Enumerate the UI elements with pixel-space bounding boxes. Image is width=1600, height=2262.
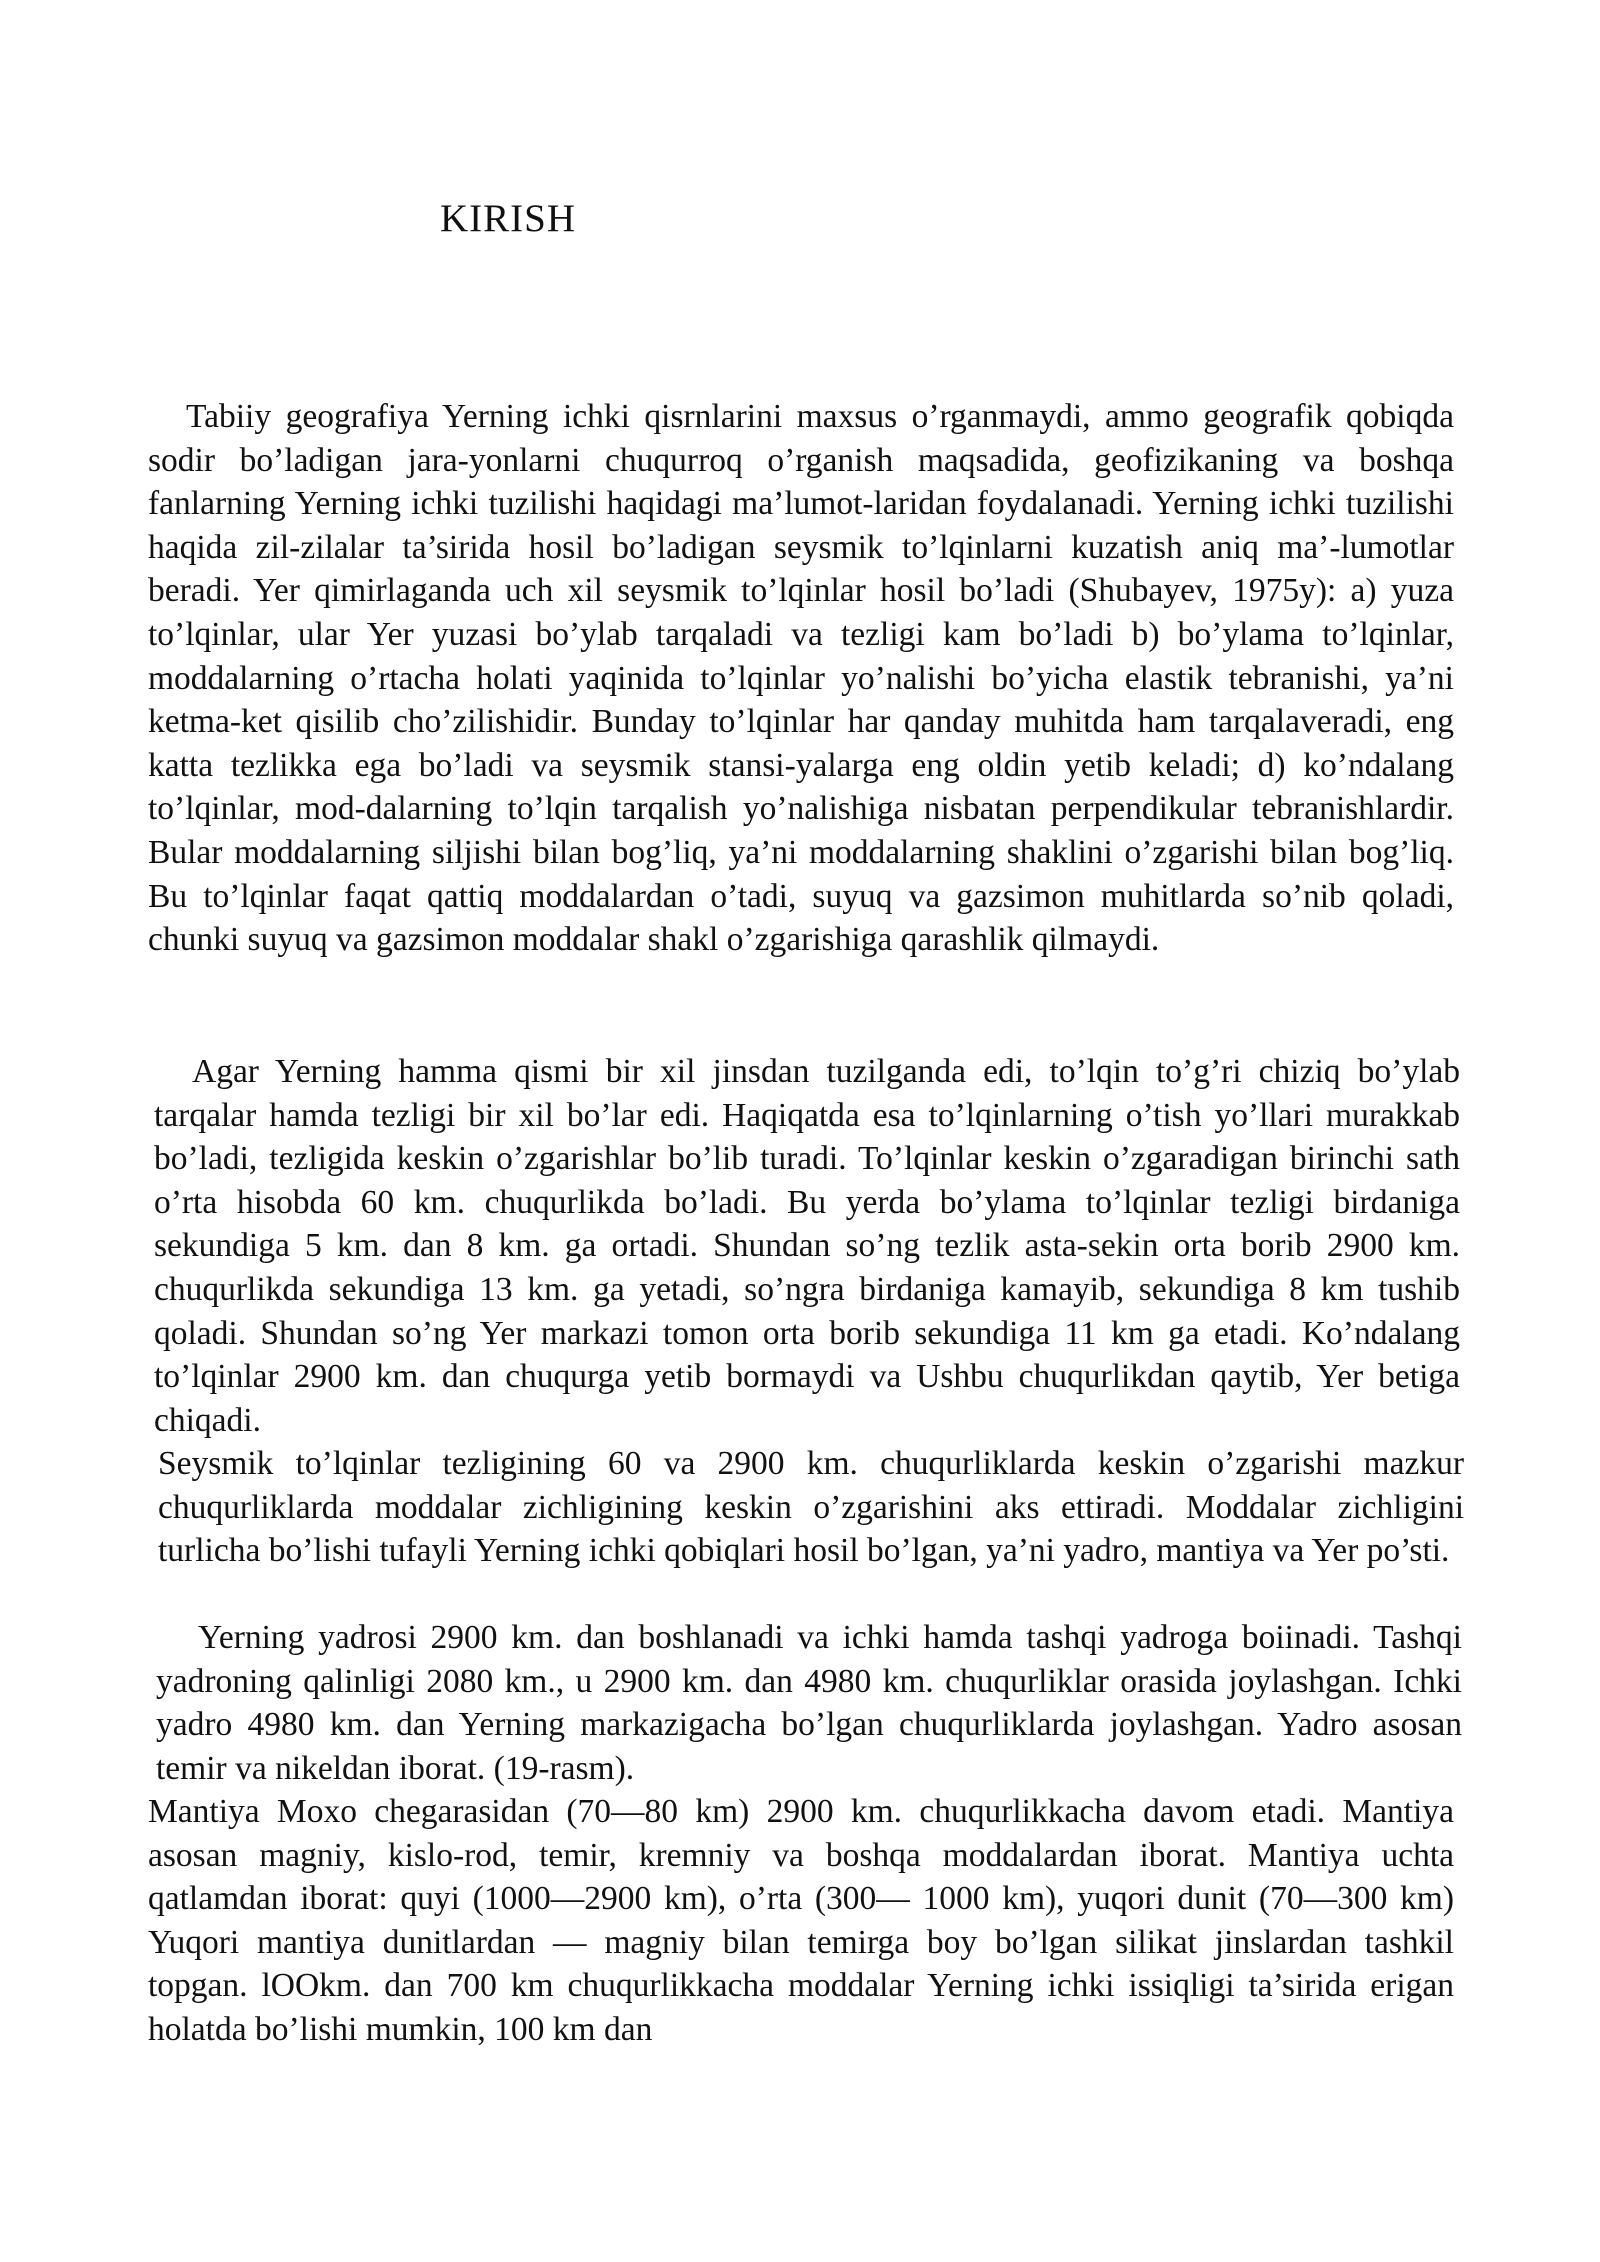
paragraph-mantle: Mantiya Moxo chegarasidan (70—80 km) 2900 km. chuqurlikkacha davom etadi. Mantiya asosan magniy, kislo-rod, temir, kremniy va boshqa moddalardan iborat. Mantiya uchta qatlamdan iborat: quyi (1000—2900 km), o’rta (300— 1000 km), yuqori dunit (70—300 km) Yuqori mantiya dunitlardan — magniy bilan temirga boy bo’lgan silikat jinslardan tashkil topgan. lOOkm. dan 700 km chuqurlikkacha moddalar Yerning ichki issiqligi ta’sirida erigan holatda bo’lishi mumkin, 100 km dan (148, 1793, 1454, 2048)
paragraph-wave-velocity: Agar Yerning hamma qismi bir xil jinsdan tuzilganda edi, to’lqin to’g’ri chiziq bo’ylab tarqalar hamda tezligi bir xil bo’lar edi. Haqiqatda esa to’lqinlarning o’tish yo’llari murakkab bo’ladi, tezligida keskin o’zgarishlar bo’lib turadi. To’lqinlar keskin o’zgaradigan birinchi sath o’rta hisobda 60 km. chuqurlikda bo’ladi. Bu yerda bo’ylama to’lqinlar tezligi birdaniga sekundiga 5 km. dan 8 km. ga ortadi. Shundan so’ng tezlik asta-sekin orta borib 2900 km. chuqurlikda sekundiga 13 km. ga yetadi, so’ngra birdaniga kamayib, sekundiga 8 km tushib qoladi. Shundan so’ng Yer markazi tomon orta borib sekundiga 11 km ga etadi. Ko’ndalang to’lqinlar 2900 km. dan chuqurga yetib bormaydi va Ushbu chuqurlikdan qaytib, Yer betiga chiqadi. (154, 1053, 1460, 1439)
page-title: KIRISH (440, 197, 577, 240)
paragraph-core: Yerning yadrosi 2900 km. dan boshlanadi va ichki hamda tashqi yadroga boiinadi. Tashqi yadroning qalinligi 2080 km., u 2900 km. dan 4980 km. chuqurliklar orasida joylashgan. Ichki yadro 4980 km. dan Yerning markazigacha bo’lgan chuqurliklarda joylashgan. Yadro asosan temir va nikeldan iborat. (19-rasm). (156, 1619, 1462, 1787)
paragraph-seismic-waves: Tabiiy geografiya Yerning ichki qisrnlarini maxsus o’rganmaydi, ammo geografik qobiqda sodir bo’ladigan jara-yonlarni chuqurroq o’rganish maqsadida, geofizikaning va boshqa fanlarning Yerning ichki tuzilishi haqidagi ma’lumot-laridan foydalanadi. Yerning ichki tuzilishi haqida zil-zilalar ta’sirida hosil bo’ladigan seysmik to’lqinlarni kuzatish aniq ma’-lumotlar beradi. Yer qimirlaganda uch xil seysmik to’lqinlar hosil bo’ladi (Shubayev, 1975y): a) yuza to’lqinlar, ular Yer yuzasi bo’ylab tarqaladi va tezligi kam bo’ladi b) bo’ylama to’lqinlar, moddalarning o’rtacha holati yaqinida to’lqinlar yo’nalishi bo’yicha elastik tebranishi, ya’ni ketma-ket qisilib cho’zilishidir. Bunday to’lqinlar har qanday muhitda ham tarqalaveradi, eng katta tezlikka ega bo’ladi va seysmik stansi-yalarga eng oldin yetib keladi; d) ko’ndalang to’lqinlar, mod-dalarning to’lqin tarqalish yo’nalishiga nisbatan perpendikular tebranishlardir. Bular moddalarning siljishi bilan bog’liq, ya’ni moddalarning shaklini o’zgarishi bilan bog’liq. Bu to’lqinlar faqat qattiq moddalardan o’tadi, suyuq va gazsimon muhitlarda so’nib qoladi, chunki suyuq va gazsimon moddalar shakl o’zgarishiga qarashlik qilmaydi. (148, 398, 1454, 959)
paragraph-density-layers: Seysmik to’lqinlar tezligining 60 va 2900 km. chuqurliklarda keskin o’zgarishi mazkur chuqurliklarda moddalar zichligining keskin o’zgarishini aks ettiradi. Moddalar zichligini turlicha bo’lishi tufayli Yerning ichki qobiqlari hosil bo’lgan, ya’ni yadro, mantiya va Yer po’sti. (158, 1445, 1464, 1570)
